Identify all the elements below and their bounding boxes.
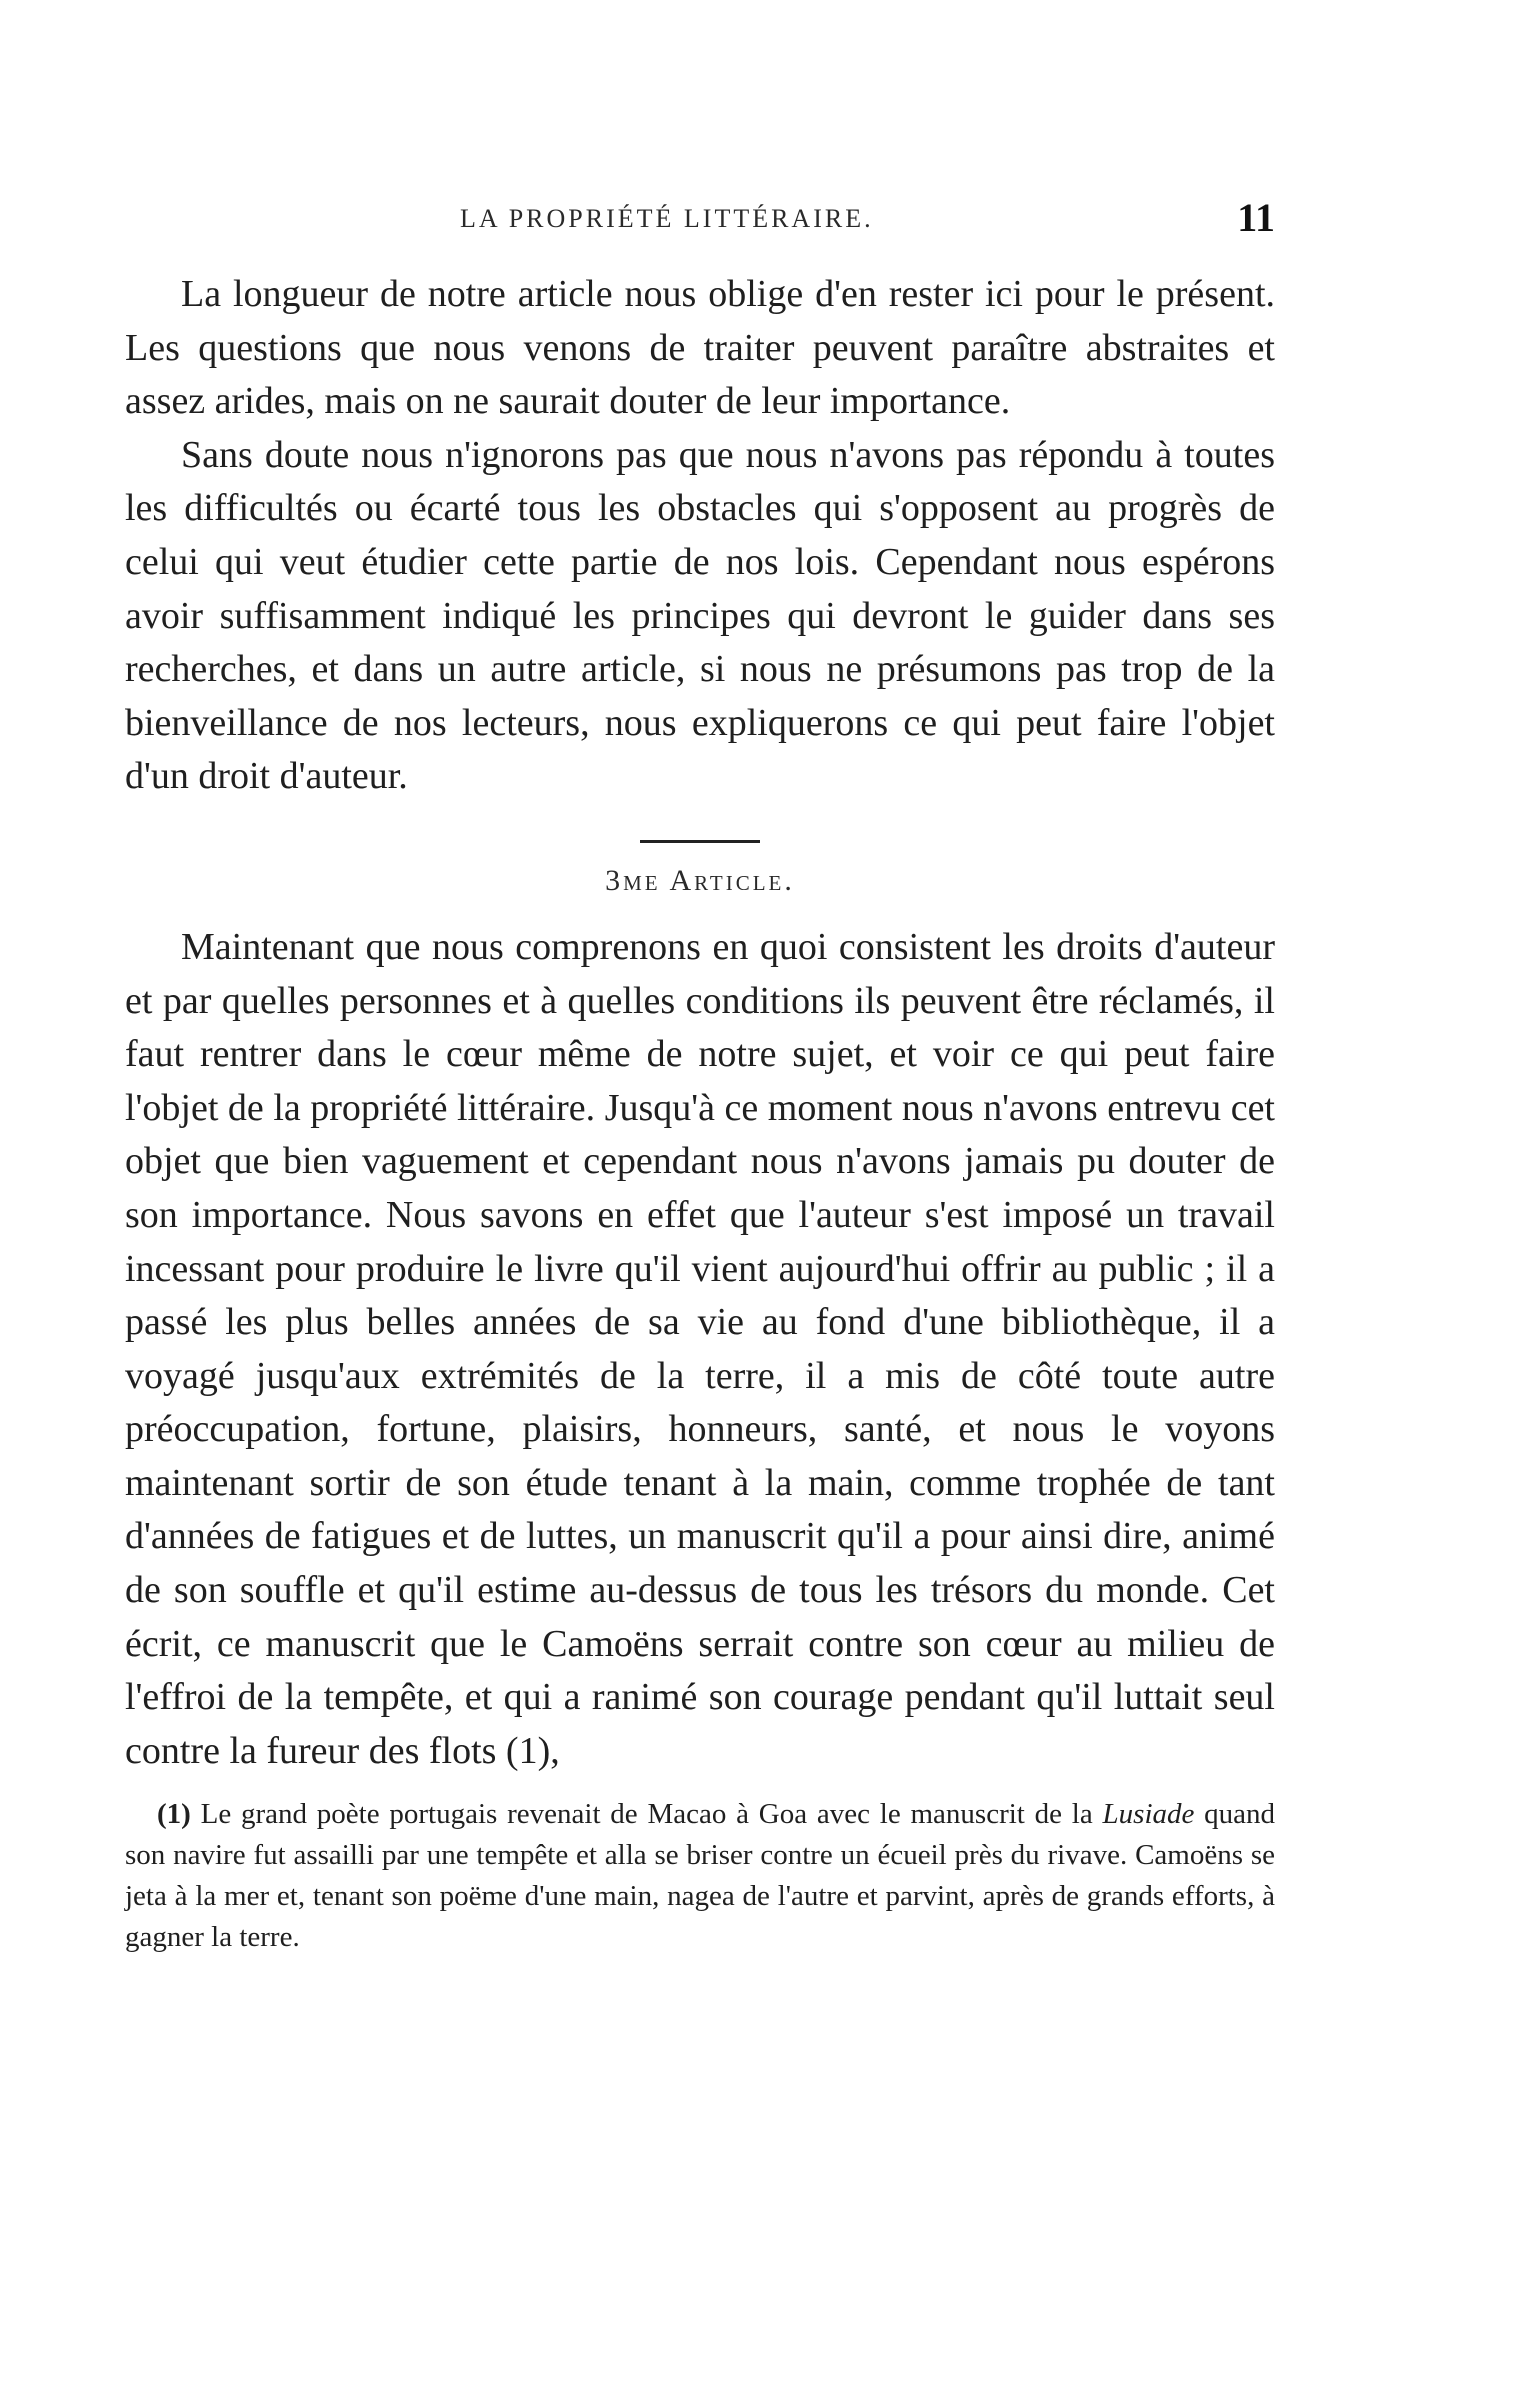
paragraph: Maintenant que nous comprenons en quoi consistent les droits d'auteur et par quelles personnes et à quelles conditions ils peuvent être réclamés, il faut rentrer dans le cœur même de notre sujet, et voir ce qui peut faire l'objet de la propriété littéraire. Jusqu'à ce moment nous n'avons entrevu cet objet que bien vaguement et cependant nous n'avons jamais pu douter de son importance. Nous savons en effet que l'auteur s'est imposé un travail incessant pour produire le livre qu'il vient aujourd'hui offrir au public ; il a passé les plus belles années de sa vie au fond d'une bibliothèque, il a voyagé jusqu'aux extrémités de la terre, il a mis de côté toute autre préoccupation, fortune, plaisirs, honneurs, santé, et nous le voyons maintenant sortir de son étude tenant à la main, comme trophée de tant d'années de fatigues et de luttes, un manuscrit qu'il a pour ainsi dire, animé de son souffle et qu'il estime au-dessus de tous les trésors du monde. Cet écrit, ce manuscrit que le Camoëns serrait contre son cœur au milieu de l'effroi de la tempête, et qui a ranimé son courage pendant qu'il luttait seul contre la fureur des flots (1),: [125, 925, 1275, 1772]
running-head: [125, 195, 1275, 240]
running-title: LA PROPRIÉTÉ LITTÉRAIRE.: [460, 204, 874, 233]
page-number: 11: [1237, 195, 1275, 240]
section-divider: [640, 840, 760, 843]
paragraph: La longueur de notre article nous oblige d'en rester ici pour le présent. Les questions que nous venons de traiter peuvent paraître abstraites et assez arides, mais on ne saurait douter de leur importance.: [125, 273, 1275, 423]
footnote-text: quand son navire fut assailli par une tempête et alla se briser contre un écueil près du rivave. Camoëns se jeta à la mer et, tenant son poëme d'une main, nagea de l'autre et parvint, après de grands efforts, à gagner la terre.: [125, 1798, 1276, 1954]
body-text: [125, 268, 1275, 1958]
footnote: [125, 1794, 1275, 1958]
footnote-text: Le grand poète portugais revenait de Macao à Goa avec le manuscrit de la: [200, 1798, 1093, 1831]
footnote-italic-title: Lusiade: [1102, 1798, 1195, 1831]
footnote-marker: (1): [157, 1798, 191, 1831]
section-title: 3me Article.: [605, 863, 795, 897]
paragraph: Sans doute nous n'ignorons pas que nous n'avons pas répondu à toutes les difficultés ou écarté tous les obstacles qui s'opposent au progrès de celui qui veut étudier cette partie de nos lois. Cependant nous espérons avoir suffisamment indiqué les principes qui devront le guider dans ses recherches, et dans un autre article, si nous ne présumons pas trop de la bienveillance de nos lecteurs, nous expliquerons ce qui peut faire l'objet d'un droit d'auteur.: [125, 433, 1275, 798]
